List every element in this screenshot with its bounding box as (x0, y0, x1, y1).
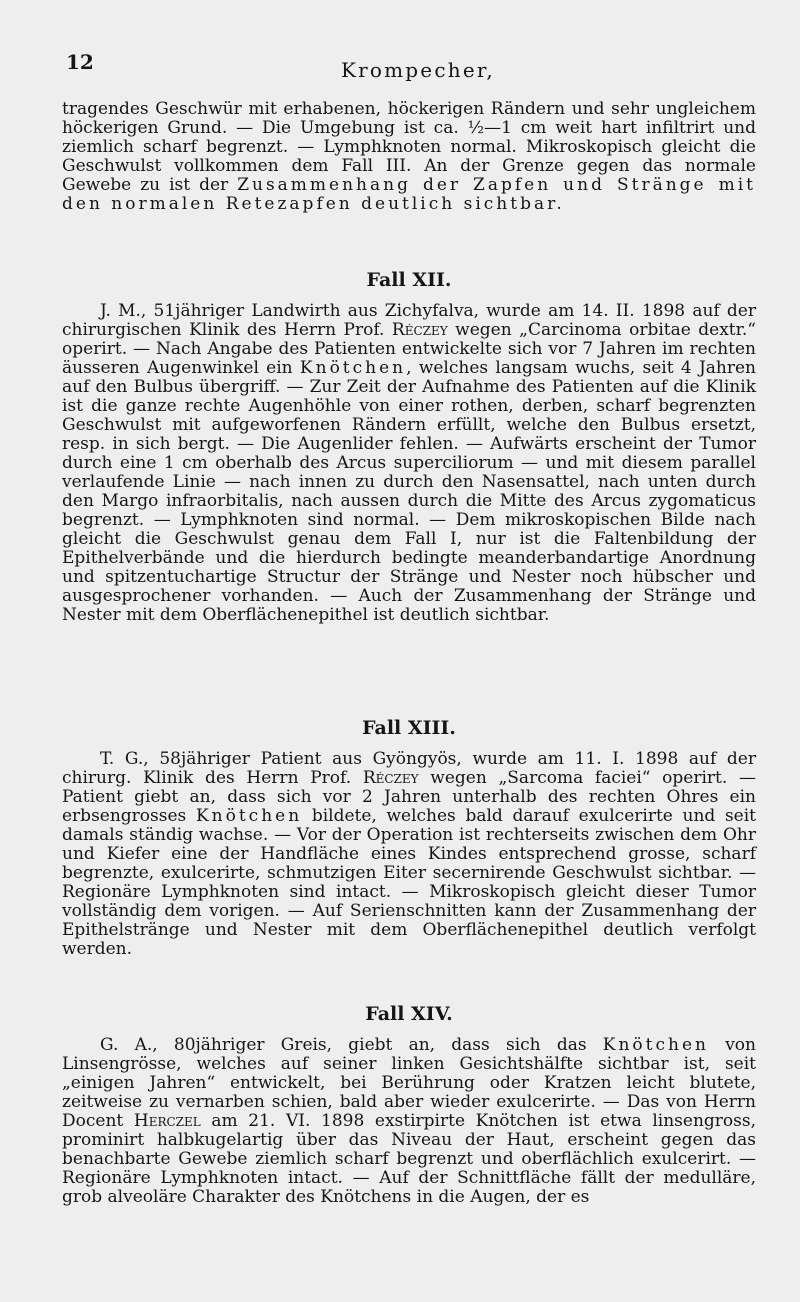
fall-14-paragraph (62, 1036, 756, 1207)
page-header (66, 48, 766, 84)
fall-14-text-3: am 21. VI. 1898 exstirpirte Knötchen ist etwa linsengross, prominirt halbkugelartig über das Niveau der Haut, erscheint gegen das benachbarte Gewebe ziemlich scharf begrenzt und oberflächlich exulcerirt. — Regionäre Lymphknoten intact. — Auf der Schnittfläche fällt der medulläre, grob alveoläre Charakter des Knötchens in die Augen, der es (62, 1111, 756, 1207)
intro-paragraph-block (62, 100, 756, 214)
intro-text: tragendes Geschwür mit erhabenen, höckerigen Rändern und sehr ungleichem höckerigen Grund. — Die Umgebung ist ca. ½—1 cm weit hart infiltrirt und ziemlich scharf begrenzt. — Lymphknoten normal. Mikroskopisch gleicht die Geschwulst vollkommen dem Fall III. An der Grenze gegen das normale Gewebe zu ist der (62, 99, 756, 195)
fall-14-name: Herczel (133, 1111, 201, 1131)
fall-13-text-1: T. G., 58jähriger Patient aus Gyöngyös, wurde am 11. I. 1898 auf der chirurg. Klinik des Herrn Prof. (62, 749, 756, 788)
section-fall-14 (62, 992, 756, 1207)
fall-12-name: Réczey (391, 320, 448, 340)
fall-13-name: Réczey (362, 768, 419, 788)
section-heading-fall-12: Fall XII. (366, 269, 452, 291)
page-number: 12 (66, 50, 94, 74)
fall-14-spaced: Knötchen (602, 1035, 709, 1055)
fall-12-text-2: wegen „Carcinoma orbitae dextr.“ operirt. — Nach Angabe des Patienten entwickelte sich vor 7 Jahren im rechten äusseren Augenwinkel ein (62, 320, 756, 378)
fall-12-paragraph (62, 302, 756, 625)
section-fall-12 (62, 258, 756, 625)
intro-spaced-text: Zusammenhang der Zapfen und Stränge mit den normalen Retezapfen deutlich sichtbar. (62, 175, 756, 214)
section-fall-13 (62, 706, 756, 959)
fall-13-spaced: Knötchen (195, 806, 303, 826)
fall-13-paragraph (62, 750, 756, 959)
fall-14-text-1: G. A., 80jähriger Greis, giebt an, dass sich das (100, 1035, 603, 1055)
fall-13-text-3: bildete, welches bald darauf exulcerirte und seit damals ständig wachse. — Vor der Operation ist rechterseits zwischen dem Ohr und Kiefer eine der Handfläche eines Kindes entsprechend grosse, scharf begrenzte, exulcerirte, schmutzigen Eiter secernirende Geschwulst sichtbar. — Regionäre Lymphknoten sind intact. — Mikroskopisch gleicht dieser Tumor vollständig dem vorigen. — Auf Serienschnitten kann der Zusammenhang der Epithelstränge und Nester mit dem Oberflächenepithel deutlich verfolgt werden. (62, 806, 757, 959)
fall-14-text-2: von Linsengrösse, welches auf seiner linken Gesichtshälfte sichtbar ist, seit „einigen Jahren“ entwickelt, bei Berührung oder Kratzen leicht blutete, zeitweise zu vernarben schien, bald aber wieder exulcerirte. — Das von Herrn Docent (62, 1035, 756, 1131)
section-heading-fall-13: Fall XIII. (362, 717, 456, 739)
running-head: Krompecher, (341, 58, 495, 82)
fall-12-spaced: Knötchen (299, 358, 407, 378)
intro-paragraph (62, 100, 756, 214)
fall-12-text-1: J. M., 51jähriger Landwirth aus Zichyfalva, wurde am 14. II. 1898 auf der chirurgischen Klinik des Herrn Prof. (62, 301, 756, 340)
fall-13-text-2: wegen „Sarcoma faciei“ operirt. — Patient giebt an, dass sich vor 2 Jahren unterhalb des rechten Ohres ein erbsengrosses (62, 768, 756, 826)
section-heading-fall-14: Fall XIV. (365, 1003, 453, 1025)
fall-12-text-3: , welches langsam wuchs, seit 4 Jahren auf den Bulbus übergriff. — Zur Zeit der Aufnahme des Patienten auf die Klinik ist die ganze rechte Augenhöhle von einer rothen, derben, scharf begrenzten Geschwulst mit aufgeworfenen Rändern erfüllt, welche den Bulbus ersetzt, resp. in sich bergt. — Die Augenlider fehlen. — Aufwärts erscheint der Tumor durch eine 1 cm oberhalb des Arcus superciliorum — und mit diesem parallel verlaufende Linie — nach innen zu durch den Nasensattel, nach unten durch den Margo infraorbitalis, nach aussen durch die Mitte des Arcus zygomaticus begrenzt. — Lymphknoten sind normal. — Dem mikroskopischen Bilde nach gleicht die Geschwulst genau dem Fall I, nur ist die Faltenbildung der Epithelverbände und die hierdurch bedingte meanderbandartige Anordnung und spitzentuchartige Structur der Stränge und Nester noch hübscher und ausgesprochener vorhanden. — Auch der Zusammenhang der Stränge und Nester mit dem Oberflächenepithel ist deutlich sichtbar. (62, 358, 756, 625)
